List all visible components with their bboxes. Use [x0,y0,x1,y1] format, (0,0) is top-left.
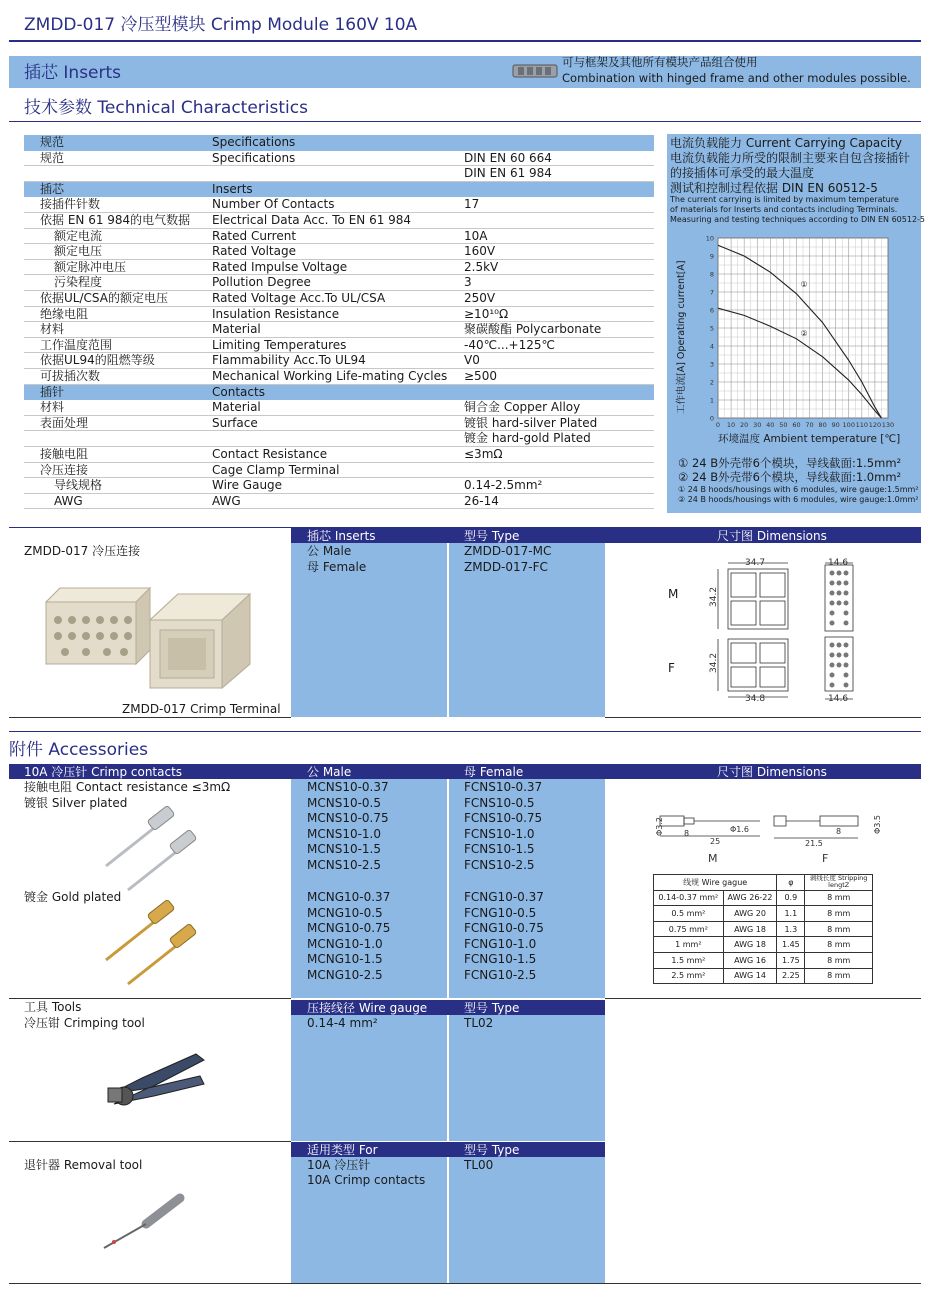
module-right-rule [605,717,921,718]
acc-silver: 镀银 Silver plated [24,796,128,810]
strip-h-strip: 剥线长度 Stripping lengtZ [805,875,873,891]
spec-en: Flammability Acc.To UL94 [212,353,366,368]
spec-cn: 材料 [40,322,65,337]
part-number: MCNG10-2.5 [307,968,383,982]
spec-value: 10A [464,228,488,243]
spec-cn: 材料 [40,400,65,415]
spec-en: Insulation Resistance [212,306,340,321]
chart-x-tick: 30 [753,421,762,429]
chart-x-tick: 20 [740,421,749,429]
module-type-fc: ZMDD-017-FC [464,560,548,574]
dim-label-m: M [668,587,679,601]
acc-h-dim: 尺寸图 Dimensions [717,765,827,779]
strip-cell: 1 mm² [654,937,724,953]
spec-cn: 规范 [40,150,65,165]
spec-cn: 接触电阻 [40,447,89,461]
dim-h1: 34.2 [709,586,719,607]
spec-cn: 可拔插次数 [40,369,101,383]
spec-row [24,478,654,494]
chart-x-tick: 90 [831,421,840,429]
strip-cell: AWG 18 [723,937,777,953]
module-h-dim: 尺寸图 Dimensions [717,529,827,543]
spec-group-header [24,135,654,151]
chart-y-label: 工作电流[A] Operating current[A] [676,260,687,414]
strip-row [654,906,873,922]
spec-en: Material [212,400,261,415]
capacity-en3: Measuring and testing techniques according to DIN EN 60512-5 [670,215,926,224]
removal-tool-type: TL00 [464,1158,494,1172]
spec-row [24,463,654,479]
spec-cn: 额定脉冲电压 [54,259,127,274]
spec-row [24,166,654,182]
chart-y-tick: 4 [709,342,714,351]
chart-x-tick: 0 [715,421,721,429]
spec-value: ≥500 [464,369,497,383]
chart-x-tick: 70 [805,421,814,429]
chart-y-tick: 10 [705,234,714,243]
part-number: MCNG10-1.0 [307,936,383,951]
spec-row [24,416,654,432]
spec-value: ≥10¹⁰Ω [464,306,509,321]
spec-en: Material [212,322,261,337]
spec-row [24,322,654,338]
spec-en: Cage Clamp Terminal [212,462,340,477]
strip-cell: AWG 26-22 [723,890,777,906]
spec-row [24,260,654,276]
strip-cell: 8 mm [805,890,873,906]
part-number: FCNG10-1.0 [464,936,537,951]
pin-d3: Φ3.5 [873,814,882,834]
crimping-tool-gauge: 0.14-4 mm² [307,1016,378,1030]
spec-cn: 依据 EN 61 984的电气数据 [40,213,191,227]
part-number: MCNS10-0.37 [307,780,389,794]
part-number: FCNG10-0.5 [464,905,537,920]
chart-y-tick: 8 [709,270,714,279]
capacity-cn1: 电流负载能力所受的限制主要来自包含接插针 [670,151,911,165]
spec-row [24,213,654,229]
spec-cn: 依据UL/CSA的额定电压 [40,291,168,305]
chart-x-tick: 10 [726,421,736,429]
spec-cn: 污染程度 [54,275,103,290]
spec-cn: 额定电压 [54,244,103,259]
part-number: FCNS10-0.75 [464,811,543,826]
part-number: FCNS10-0.37 [464,780,543,794]
spec-en: Rated Voltage [212,244,296,259]
spec-value: 聚碳酸酯 Polycarbonate [464,322,602,337]
chart-x-tick: 110 [855,421,869,429]
acc-right-rule [605,998,921,999]
removal-col-type [449,1157,605,1283]
spec-row [24,307,654,323]
strip-h-phi: φ [777,875,805,891]
part-number: MCNG10-0.37 [307,890,391,904]
spec-value: 250V [464,291,496,305]
capacity-note2: ② 24 B外壳带6个模块，导线截面:1.0mm² [678,470,902,484]
spec-en: Electrical Data Acc. To EN 61 984 [212,213,412,227]
acc-mid-rule [9,998,291,999]
spec-value: -40℃...+125℃ [464,337,555,352]
module-h-inserts: 插芯 Inserts [307,529,376,543]
part-number: MCNS10-1.5 [307,842,382,857]
part-number: FCNS10-0.5 [464,795,535,810]
spec-en: Contacts [212,384,265,399]
acc-resistance: 接触电阻 Contact resistance ≤3mΩ [24,780,231,794]
spec-cn: 绝缘电阻 [40,306,89,321]
part-number: FCNG10-0.75 [464,921,544,936]
strip-cell: 1.5 mm² [654,952,724,968]
chart-series-label: ① [800,279,808,289]
stripping-table [653,874,873,984]
removal-h-for: 适用类型 For [307,1143,378,1157]
pin-m: M [708,852,718,865]
spec-en: Number Of Contacts [212,197,335,212]
part-number: FCNG10-2.5 [464,968,537,982]
inserts-heading: 插芯 Inserts [24,63,122,83]
accessories-heading: 附件 Accessories [9,740,149,760]
spec-value: 0.14-2.5mm² [464,478,543,493]
spec-cn: 规范 [40,135,65,149]
spec-row [24,431,654,447]
spec-en: Specifications [212,135,296,149]
tools-heading: 工具 Tools [24,1000,82,1014]
chart-y-tick: 5 [709,324,714,333]
capacity-en1: The current carrying is limited by maximum temperature [670,195,899,204]
module-type-mc: ZMDD-017-MC [464,544,552,558]
spec-cn: 接插件针数 [40,197,101,212]
crimping-tool-type: TL02 [464,1016,494,1030]
spec-value: ≤3mΩ [464,447,503,461]
strip-row [654,921,873,937]
spec-en: Specifications [212,150,296,165]
strip-cell: AWG 16 [723,952,777,968]
tools-h-gauge: 压接线径 Wire gauge [307,1001,428,1015]
strip-cell: 8 mm [805,937,873,953]
capacity-title: 电流负载能力 Current Carrying Capacity [670,136,903,150]
spec-value: 3 [464,275,472,290]
capacity-en2: of materials for Inserts and contacts including Terminals. [670,205,898,214]
tech-heading: 技术参数 Technical Characteristics [24,98,308,118]
pin-l3: 21.5 [805,839,823,848]
chart-y-tick: 3 [709,360,714,369]
chart-x-tick: 40 [766,421,775,429]
module-name: ZMDD-017 冷压连接 [24,544,141,558]
chart-x-tick: 100 [842,421,855,429]
spec-row [24,229,654,245]
strip-cell: 1.3 [777,921,805,937]
capacity-note1-en: ① 24 B hoods/housings with 6 modules, wire gauge:1.5mm² [678,485,919,494]
spec-value: 铜合金 Copper Alloy [464,400,581,415]
spec-value: 镀金 hard-gold Plated [464,431,591,446]
strip-cell: 8 mm [805,906,873,922]
module-caption: ZMDD-017 Crimp Terminal [122,702,281,716]
tools-col-type [449,1015,605,1141]
spec-row [24,275,654,291]
tools-h-type: 型号 Type [464,1001,520,1015]
pin-f: F [822,852,829,865]
spec-cn: 导线规格 [54,478,103,493]
spec-cn: 工作温度范围 [40,337,113,352]
strip-cell: 0.14-0.37 mm² [654,890,724,906]
part-number: MCNS10-1.0 [307,826,382,841]
strip-cell: 0.75 mm² [654,921,724,937]
module-photo [38,580,258,690]
part-number: FCNG10-0.37 [464,890,544,904]
accessories-top-rule [9,731,921,732]
pin-d2: Φ1.6 [730,825,750,834]
part-number: MCNG10-0.5 [307,905,383,920]
removal-tool-name: 退针器 Removal tool [24,1158,143,1172]
spec-value: DIN EN 61 984 [464,166,552,181]
strip-cell: 0.9 [777,890,805,906]
spec-value: 镀银 hard-silver Plated [464,415,598,430]
spec-row [24,447,654,463]
removal-tool-photo [100,1190,190,1252]
part-number: MCNG10-0.75 [307,921,391,936]
strip-row [654,952,873,968]
spec-row [24,244,654,260]
strip-h-wire: 线规 Wire gague [654,875,777,891]
strip-cell: 1.1 [777,906,805,922]
spec-en: Inserts [212,181,253,196]
spec-cn: 插芯 [40,181,65,196]
spec-group-header [24,385,654,401]
dim-side2: 14.6 [828,694,849,704]
silver-pins-photo [96,804,206,896]
capacity-note2-en: ② 24 B hoods/housings with 6 modules, wire gauge:1.0mm² [678,495,919,504]
bottom-rule [9,1283,921,1284]
pin-l2: 25 [710,837,721,846]
part-number: FCNS10-1.5 [464,842,535,857]
pin-d1: Φ3.2 [655,816,664,836]
chart-x-tick: 50 [779,421,788,429]
part-number: FCNS10-2.5 [464,858,535,872]
pin-dimension-drawing [650,808,880,868]
spec-row [24,353,654,369]
spec-cn: 依据UL94的阻燃等级 [40,353,155,368]
spec-en: AWG [212,493,241,508]
strip-row [654,890,873,906]
crimping-tool-name: 冷压钳 Crimping tool [24,1016,145,1030]
dim-side1: 14.6 [828,558,849,568]
strip-cell: 2.25 [777,968,805,984]
strip-cell: AWG 18 [723,921,777,937]
chart-x-tick: 120 [868,421,882,429]
module-male: 公 Male [307,544,352,558]
combination-en: Combination with hinged frame and other modules possible. [562,71,911,85]
spec-value: 17 [464,197,480,212]
chart-y-tick: 1 [709,396,714,405]
chart-x-label: 环境温度 Ambient temperature [℃] [718,433,901,445]
chart-y-tick: 9 [709,252,714,261]
spec-row [24,494,654,510]
spec-row [24,151,654,167]
part-number: FCNS10-1.0 [464,826,535,841]
strip-cell: AWG 20 [723,906,777,922]
spec-en: Rated Current [212,228,297,243]
hinged-frame-icon [510,58,560,84]
dim-w-top: 34.7 [745,558,766,568]
spec-value: 26-14 [464,493,499,508]
capacity-cn2: 的接插体可承受的最大温度 [670,166,815,180]
dim-w-bot: 34.8 [745,694,766,704]
spec-row [24,369,654,385]
acc-h-male: 公 Male [307,765,352,779]
strip-cell: 1.45 [777,937,805,953]
module-h-type: 型号 Type [464,529,520,543]
part-number: MCNS10-0.75 [307,811,389,826]
spec-row [24,338,654,354]
spec-value: V0 [464,353,480,368]
part-number: FCNG10-1.5 [464,952,537,967]
dim-h2: 34.2 [709,652,719,673]
spec-en: Wire Gauge [212,478,283,493]
spec-row [24,197,654,213]
spec-en: Surface [212,415,258,430]
tools-mid-rule [9,1141,291,1142]
spec-cn: AWG [54,493,83,508]
strip-cell: 8 mm [805,952,873,968]
spec-en: Limiting Temperatures [212,337,347,352]
spec-group-header [24,182,654,198]
spec-value: 160V [464,244,496,259]
pin-l1: 8 [684,829,690,838]
chart-x-tick: 130 [881,421,895,429]
module-dimension-drawing [700,553,860,705]
tools-col-gauge [291,1015,447,1141]
spec-cn: 冷压连接 [40,462,89,477]
spec-row [24,400,654,416]
gold-pins-photo [96,898,206,990]
spec-value: 2.5kV [464,259,499,274]
page-title: ZMDD-017 冷压型模块 Crimp Module 160V 10A [24,15,418,35]
part-number: MCNS10-0.5 [307,795,382,810]
spec-cn: 额定电流 [54,228,103,243]
chart-series-label: ② [800,328,808,338]
strip-row [654,937,873,953]
strip-cell: 8 mm [805,921,873,937]
strip-row [654,968,873,984]
strip-cell: 2.5 mm² [654,968,724,984]
spec-row [24,291,654,307]
removal-for-cn: 10A 冷压针 [307,1158,371,1172]
removal-for-en: 10A Crimp contacts [307,1173,426,1187]
acc-h-crimp: 10A 冷压针 Crimp contacts [24,765,183,779]
combination-cn: 可与框架及其他所有模块产品组合使用 [562,55,758,69]
spec-cn: 插针 [40,384,65,399]
spec-en: Pollution Degree [212,275,311,290]
current-carrying-chart [670,230,918,452]
spec-en: Contact Resistance [212,447,328,461]
chart-x-tick: 60 [792,421,801,429]
strip-cell: 1.75 [777,952,805,968]
spec-value: DIN EN 60 664 [464,150,552,165]
part-number: MCNS10-2.5 [307,858,382,872]
strip-cell: AWG 14 [723,968,777,984]
dim-label-f: F [668,661,675,675]
chart-y-tick: 6 [709,306,714,315]
spec-cn: 表面处理 [40,415,89,430]
capacity-cn3: 测试和控制过程依据 DIN EN 60512-5 [670,181,878,195]
tech-rule [9,121,921,122]
chart-y-tick: 2 [709,378,714,387]
removal-h-type: 型号 Type [464,1143,520,1157]
strip-cell: 0.5 mm² [654,906,724,922]
title-rule [9,40,921,42]
pin-l4: 8 [836,827,842,836]
chart-y-tick: 0 [709,414,714,423]
spec-en: Mechanical Working Life-mating Cycles [212,369,448,383]
chart-x-tick: 80 [818,421,827,429]
part-number: MCNG10-1.5 [307,952,383,967]
acc-h-female: 母 Female [464,765,524,779]
strip-cell: 8 mm [805,968,873,984]
acc-gold: 镀金 Gold plated [24,890,122,904]
spec-en: Rated Voltage Acc.To UL/CSA [212,291,386,305]
module-female: 母 Female [307,560,367,574]
crimping-tool-photo [100,1048,210,1110]
spec-en: Rated Impulse Voltage [212,259,348,274]
chart-y-tick: 7 [709,288,714,297]
module-bottom-rule [9,717,291,718]
capacity-note1: ① 24 B外壳带6个模块，导线截面:1.5mm² [678,456,902,470]
